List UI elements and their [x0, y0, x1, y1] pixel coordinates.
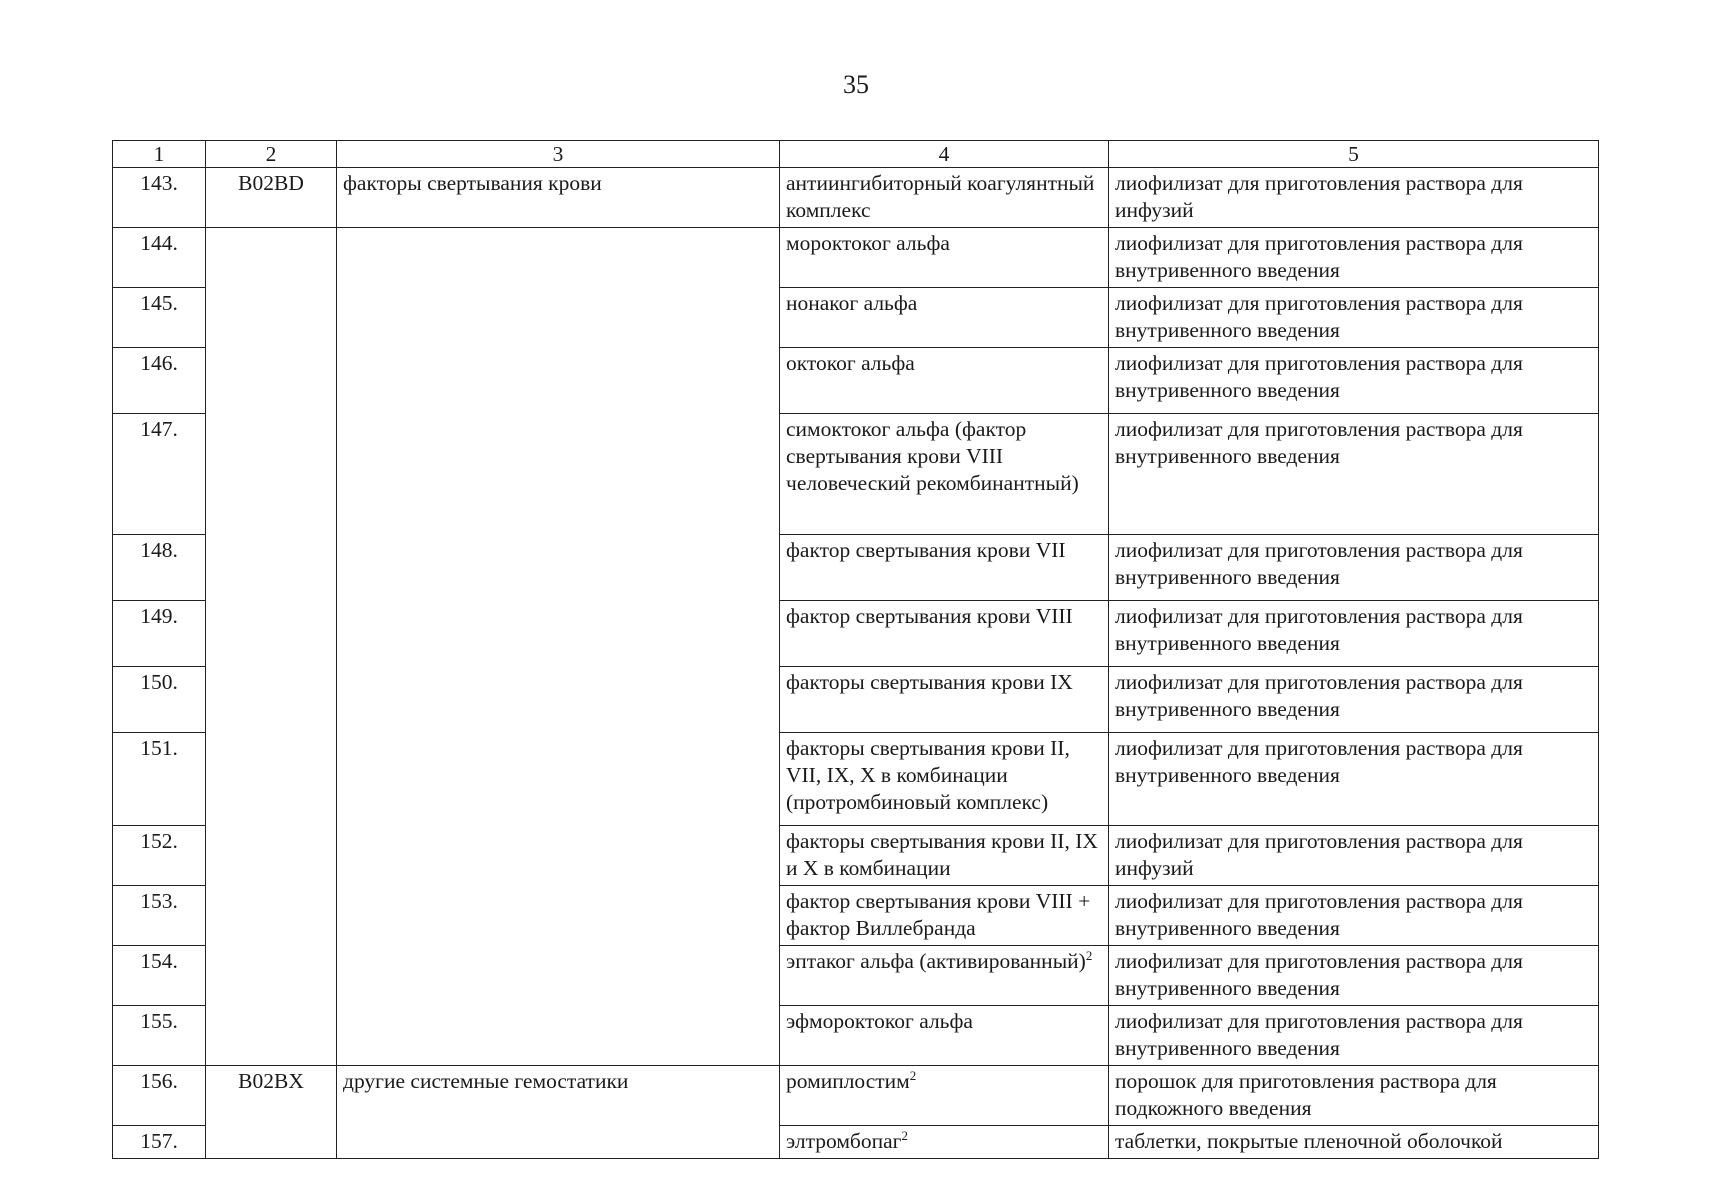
row-number: 157. — [113, 1126, 206, 1159]
row-number: 145. — [113, 288, 206, 348]
drug-name-text: факторы свертывания крови II, VII, IX, X в комбинации (протромбиновый комплекс) — [786, 736, 1070, 814]
footnote-mark: 2 — [901, 1128, 908, 1143]
drug-name — [780, 733, 1109, 826]
dosage-form: лиофилизат для приготовления раствора для внутривенного введения — [1109, 733, 1599, 826]
dosage-form: порошок для приготовления раствора для подкожного введения — [1109, 1066, 1599, 1126]
drug-name — [780, 601, 1109, 667]
medicines-table — [112, 140, 1599, 1159]
dosage-form: лиофилизат для приготовления раствора для внутривенного введения — [1109, 288, 1599, 348]
table-row — [113, 228, 1599, 288]
row-number: 149. — [113, 601, 206, 667]
row-number: 153. — [113, 886, 206, 946]
table-header-row — [113, 141, 1599, 168]
column-header: 3 — [337, 141, 780, 168]
drug-name — [780, 826, 1109, 886]
row-number: 156. — [113, 1066, 206, 1126]
dosage-form: лиофилизат для приготовления раствора для внутривенного введения — [1109, 667, 1599, 733]
dosage-form: лиофилизат для приготовления раствора для внутривенного введения — [1109, 946, 1599, 1006]
row-number: 151. — [113, 733, 206, 826]
dosage-form: таблетки, покрытые пленочной оболочкой — [1109, 1126, 1599, 1159]
row-number: 146. — [113, 348, 206, 414]
drug-name — [780, 667, 1109, 733]
dosage-form: лиофилизат для приготовления раствора для внутривенного введения — [1109, 535, 1599, 601]
row-number: 155. — [113, 1006, 206, 1066]
drug-name-text: фактор свертывания крови VIII + фактор Виллебранда — [786, 889, 1091, 940]
column-header: 4 — [780, 141, 1109, 168]
row-number: 144. — [113, 228, 206, 288]
drug-name-text: факторы свертывания крови IX — [786, 670, 1073, 694]
dosage-form: лиофилизат для приготовления раствора для внутривенного введения — [1109, 348, 1599, 414]
drug-name-text: октоког альфа — [786, 351, 915, 375]
row-number: 148. — [113, 535, 206, 601]
column-header: 5 — [1109, 141, 1599, 168]
row-number: 147. — [113, 414, 206, 535]
drug-name-text: нонаког альфа — [786, 291, 918, 315]
dosage-form: лиофилизат для приготовления раствора для внутривенного введения — [1109, 601, 1599, 667]
footnote-mark: 2 — [1085, 948, 1093, 963]
table-row — [113, 1066, 1599, 1126]
row-number: 152. — [113, 826, 206, 886]
drug-name-text: эфмороктоког альфа — [786, 1009, 973, 1033]
atc-code: B02BX — [206, 1066, 337, 1159]
drug-name-text: эптаког альфа (активированный) — [786, 949, 1086, 973]
atc-group: факторы свертывания крови — [337, 168, 780, 228]
drug-name — [780, 228, 1109, 288]
dosage-form: лиофилизат для приготовления раствора для инфузий — [1109, 826, 1599, 886]
dosage-form: лиофилизат для приготовления раствора для инфузий — [1109, 168, 1599, 228]
drug-name — [780, 348, 1109, 414]
dosage-form: лиофилизат для приготовления раствора для внутривенного введения — [1109, 886, 1599, 946]
row-number: 150. — [113, 667, 206, 733]
drug-name — [780, 168, 1109, 228]
drug-name — [780, 1006, 1109, 1066]
drug-name — [780, 946, 1109, 1006]
atc-group: другие системные гемостатики — [337, 1066, 780, 1159]
atc-group-empty — [337, 228, 780, 1066]
drug-name — [780, 414, 1109, 535]
dosage-form: лиофилизат для приготовления раствора для внутривенного введения — [1109, 228, 1599, 288]
atc-code: B02BD — [206, 168, 337, 228]
row-number: 154. — [113, 946, 206, 1006]
drug-name-text: антиингибиторный коагулянтный комплекс — [786, 171, 1095, 222]
drug-name-text: фактор свертывания крови VIII — [786, 604, 1073, 628]
dosage-form: лиофилизат для приготовления раствора для внутривенного введения — [1109, 414, 1599, 535]
drug-name — [780, 886, 1109, 946]
drug-name-text: элтромбопаг — [786, 1129, 902, 1153]
page-number: 35 — [843, 70, 869, 99]
drug-name — [780, 535, 1109, 601]
row-number: 143. — [113, 168, 206, 228]
footnote-mark: 2 — [909, 1068, 917, 1083]
atc-code-empty — [206, 228, 337, 1066]
drug-name — [780, 1066, 1109, 1126]
table-row — [113, 168, 1599, 228]
drug-name-text: факторы свертывания крови II, IX и X в комбинации — [786, 829, 1098, 880]
drug-name-text: фактор свертывания крови VII — [786, 538, 1066, 562]
drug-name-text: мороктоког альфа — [786, 231, 950, 255]
drug-name-text: ромиплостим — [786, 1069, 910, 1093]
drug-name — [780, 288, 1109, 348]
drug-name — [780, 1126, 1109, 1159]
column-header: 1 — [113, 141, 206, 168]
column-header: 2 — [206, 141, 337, 168]
dosage-form: лиофилизат для приготовления раствора для внутривенного введения — [1109, 1006, 1599, 1066]
drug-name-text: симоктоког альфа (фактор свертывания крови VIII человеческий рекомбинантный) — [786, 417, 1079, 495]
